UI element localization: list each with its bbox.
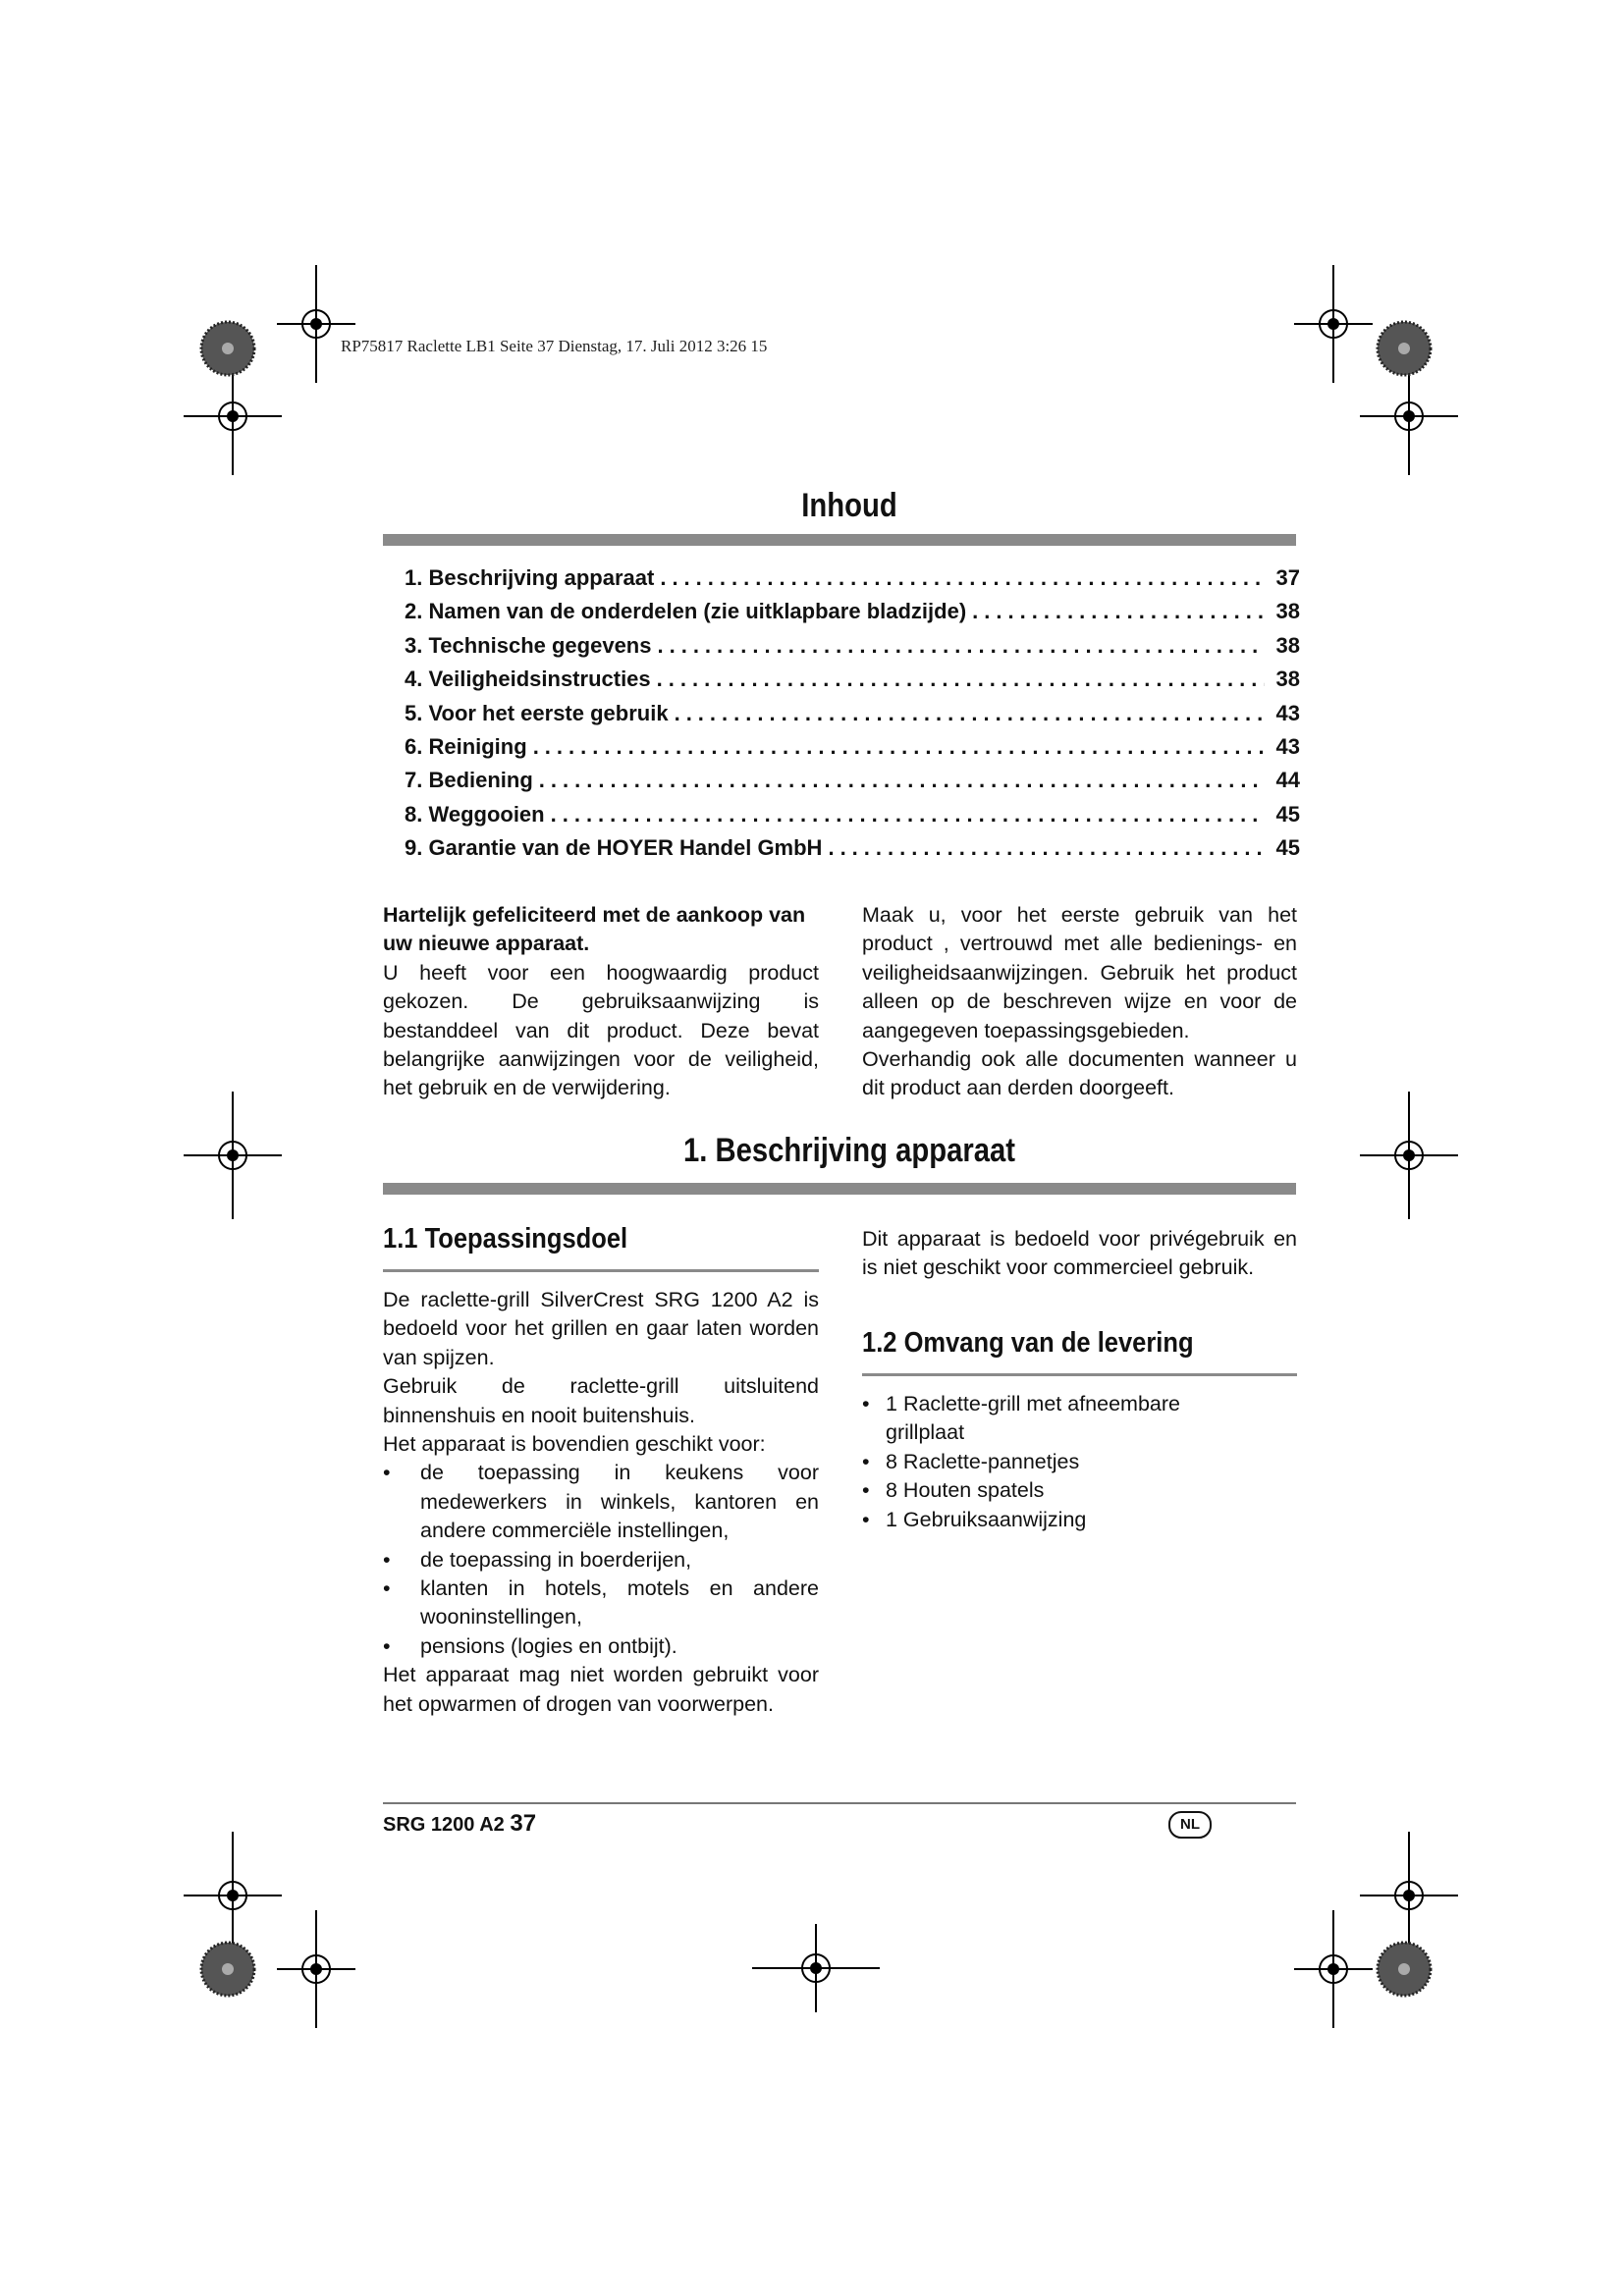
subsection-1-1-paragraph-1: De raclette-grill SilverCrest SRG 1200 A2 is bedoeld voor het grillen en gaar laten worden van spijzen.: [383, 1288, 819, 1369]
subsection-1-1-left-column: [383, 1286, 819, 1719]
toc-entry[interactable]: [405, 835, 1300, 869]
toc-entry-page: 44: [1275, 768, 1300, 793]
subsection-1-1-right-paragraph-container: [862, 1225, 1297, 1283]
toc-leader-dots: [972, 599, 1265, 624]
starburst-target-top-right: [1375, 319, 1434, 378]
footer-page-number: 37: [510, 1810, 537, 1837]
toc-entry-page: 37: [1275, 565, 1300, 590]
toc-entry-label: 9. Garantie van de HOYER Handel GmbH: [405, 835, 823, 861]
toc-entry-page: 38: [1275, 632, 1300, 658]
toc-entry-label: 3. Technische gegevens: [405, 632, 652, 658]
subsection-1-1-rule: [383, 1269, 819, 1272]
toc-entry-label: 7. Bediening: [405, 768, 533, 793]
list-item: • klanten in hotels, motels en andere wooninstellingen,: [383, 1575, 819, 1632]
footer-model: SRG 1200 A2: [383, 1814, 505, 1836]
toc-entry[interactable]: [405, 667, 1300, 700]
toc-entry-label: 1. Beschrijving apparaat: [405, 565, 655, 590]
table-of-contents: [405, 565, 1300, 870]
toc-title: Inhoud: [801, 487, 897, 524]
footer-rule: [383, 1802, 1296, 1804]
toc-leader-dots: [657, 667, 1265, 692]
starburst-target-bottom-right: [1375, 1940, 1434, 1999]
list-item: • 1 Gebruiksaanwijzing: [862, 1506, 1297, 1534]
intro-left-column: [383, 901, 819, 1103]
toc-leader-dots: [657, 633, 1265, 659]
list-item: • de toepassing in keukens voor medewerkers in winkels, kantoren en andere commerciële instellingen,: [383, 1459, 819, 1545]
toc-title-rule: [383, 534, 1296, 546]
toc-leader-dots: [533, 734, 1265, 760]
list-item: • pensions (logies en ontbijt).: [383, 1632, 819, 1661]
toc-entry-label: 2. Namen van de onderdelen (zie uitklapbare bladzijde): [405, 599, 967, 624]
registration-mark-bottom-left: [257, 1910, 375, 2028]
registration-mark-left-middle: [179, 1092, 287, 1219]
toc-entry-page: 43: [1275, 733, 1300, 759]
delivery-contents-list: [862, 1390, 1297, 1534]
toc-entry-page: 45: [1275, 801, 1300, 827]
toc-entry[interactable]: [405, 802, 1300, 835]
list-item: • 8 Raclette-pannetjes: [862, 1448, 1297, 1476]
section-1-title-rule: [383, 1183, 1296, 1195]
toc-entry-page: 38: [1275, 667, 1300, 692]
toc-entry-page: 43: [1275, 700, 1300, 725]
usage-bullet-list: [383, 1459, 819, 1661]
registration-mark-bottom-center: [752, 1924, 880, 2012]
subsection-1-1-paragraph-4: Het apparaat mag niet worden gebruikt voor het opwarmen of drogen van voorwerpen.: [383, 1663, 819, 1716]
toc-entry[interactable]: [405, 768, 1300, 801]
intro-left-text: U heeft voor een hoogwaardig product gekozen. De gebruiksaanwijzing is bestanddeel van dit product. Deze bevat belangrijke aanwijzingen voor de veiligheid, het gebruik en de verwijdering.: [383, 960, 819, 1100]
subsection-1-1-paragraph-2: Gebruik de raclette-grill uitsluitend binnenshuis en nooit buitenshuis.: [383, 1374, 819, 1427]
toc-leader-dots: [828, 835, 1265, 861]
subsection-1-1-right-paragraph: Dit apparaat is bedoeld voor privégebruik en is niet geschikt voor commercieel gebruik.: [862, 1227, 1297, 1280]
toc-entry[interactable]: [405, 633, 1300, 667]
footer-model-and-page: [383, 1810, 536, 1838]
toc-entry-label: 8. Weggooien: [405, 801, 545, 827]
section-1-title: 1. Beschrijving apparaat: [682, 1132, 1016, 1169]
intro-congratulations: Hartelijk gefeliciteerd met de aankoop van uw nieuwe apparaat.: [383, 903, 806, 956]
toc-entry[interactable]: [405, 701, 1300, 734]
toc-entry-page: 45: [1275, 835, 1300, 861]
toc-entry-label: 5. Voor het eerste gebruik: [405, 700, 669, 725]
intro-right-paragraph-2: Overhandig ook alle documenten wanneer u dit product aan derden doorgeeft.: [862, 1047, 1297, 1100]
toc-leader-dots: [660, 565, 1265, 591]
subsection-1-2-title: 1.2 Omvang van de levering: [862, 1327, 1194, 1359]
toc-entry-label: 6. Reiniging: [405, 733, 527, 759]
subsection-1-1-paragraph-3: Het apparaat is bovendien geschikt voor:: [383, 1432, 766, 1457]
registration-mark-right-middle: [1355, 1092, 1463, 1219]
list-item: • de toepassing in boerderijen,: [383, 1546, 819, 1575]
toc-entry[interactable]: [405, 565, 1300, 599]
starburst-target-top-left: [198, 319, 257, 378]
list-item: • 8 Houten spatels: [862, 1476, 1297, 1505]
subsection-1-1-title: 1.1 Toepassingsdoel: [383, 1223, 628, 1255]
intro-right-paragraph-1: Maak u, voor het eerste gebruik van het product , vertrouwd met alle bedienings- en veiligheidsaanwijzingen. Gebruik het product alleen op de beschreven wijze en voor de aangegeven toepassingsgebieden.: [862, 903, 1297, 1042]
toc-entry[interactable]: [405, 734, 1300, 768]
intro-right-column: [862, 901, 1297, 1103]
toc-entry[interactable]: [405, 599, 1300, 632]
starburst-target-bottom-left: [198, 1940, 257, 1999]
subsection-1-2-list-container: [862, 1390, 1297, 1534]
toc-leader-dots: [675, 701, 1265, 726]
language-badge: NL: [1168, 1811, 1212, 1839]
toc-entry-label: 4. Veiligheidsinstructies: [405, 667, 651, 692]
subsection-1-2-rule: [862, 1373, 1297, 1376]
toc-leader-dots: [539, 768, 1265, 793]
toc-entry-page: 38: [1275, 599, 1300, 624]
print-header: RP75817 Raclette LB1 Seite 37 Dienstag, 17. Juli 2012 3:26 15: [341, 337, 768, 355]
toc-leader-dots: [551, 802, 1265, 828]
list-item: • 1 Raclette-grill met afneembare grillplaat: [862, 1390, 1180, 1448]
